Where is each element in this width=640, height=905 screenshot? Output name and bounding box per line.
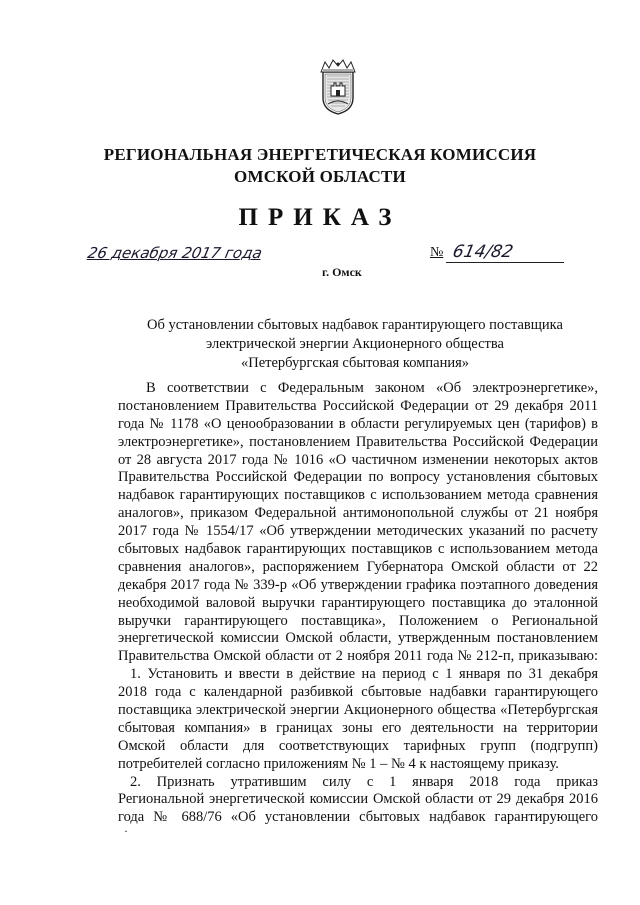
subject-line: электрической энергии Акционерного общества — [206, 336, 504, 352]
body-line: Омской области для соответствующих тарифных групп (подгрупп) — [118, 737, 598, 754]
body-line: необходимой валовой выручки гарантирующего поставщика до эталонной — [118, 594, 598, 611]
body-line: энергетической комиссии Омской области, утвержденным постановлением — [118, 630, 598, 647]
body-line: 2017 года № 1554/17 «Об утверждении методических указаний по расчету — [118, 523, 598, 540]
subject-line: «Петербургская сбытовая компания» — [240, 355, 470, 371]
body-line: декабря 2017 года № 339-р «Об утверждении графика поэтапного доведения — [118, 576, 598, 593]
organization-name-line1: РЕГИОНАЛЬНАЯ ЭНЕРГЕТИЧЕСКАЯ КОМИССИЯ — [103, 145, 537, 164]
body-line: 2. Признать утратившим силу с 1 января 2018 года приказ — [130, 773, 598, 790]
body-line: постановлением Правительства Российской Федерации от 29 декабря 2011 — [118, 397, 598, 414]
omsk-coat-of-arms-icon — [315, 58, 361, 116]
body-line: Правительства Омской области от 2 ноября 2011 года № 212-п, приказываю: — [118, 648, 598, 665]
body-line: 1. Установить и ввести в действие на период с 1 января по 31 декабря — [130, 666, 598, 683]
body-line: года № 688/76 «Об установлении сбытовых надбавок гарантирующего — [118, 809, 598, 826]
document-type-title: ПРИКАЗ — [238, 204, 402, 231]
body-line: года № 1178 «О ценообразовании в области регулируемых цен (тарифов) в — [118, 415, 598, 432]
body-line: Правительства Российской Федерации по вопросу установления сбытовых — [118, 469, 598, 486]
number-label: № — [430, 245, 444, 260]
body-line: электроэнергетике», постановлением Правительства Российской Федерации — [118, 433, 598, 450]
order-subject — [120, 316, 590, 373]
body-line: аналогов», приказом Федеральной антимонопольной службы от 21 ноября — [118, 505, 598, 522]
organization-name-line2: ОМСКОЙ ОБЛАСТИ — [234, 167, 406, 186]
body-line: выручки гарантирующего поставщика», Положением о Региональной — [118, 612, 598, 629]
subject-line: Об установлении сбытовых надбавок гарантирующего поставщика — [147, 317, 563, 333]
body-line: сравнения аналогов», распоряжением Губернатора Омской области от 22 — [118, 558, 598, 575]
page-mark: · — [124, 824, 128, 838]
body-line: от 28 августа 2017 года № 1016 «О частичном изменении некоторых актов — [118, 451, 598, 468]
city-label: г. Омск — [322, 265, 362, 279]
number-underline — [446, 262, 564, 263]
body-line: сбытовых надбавок гарантирующих поставщиков с использованием метода — [118, 541, 598, 558]
body-line: В соответствии с Федеральным законом «Об электроэнергетике», — [146, 380, 598, 396]
body-line: потребителей согласно приложениям № 1 – № 4 к настоящему приказу. — [118, 755, 559, 772]
handwritten-order-number: 614/82 — [450, 242, 515, 262]
body-line: сбытовая компания» в границах зоны его деятельности на территории — [118, 719, 598, 736]
order-body — [118, 380, 598, 827]
body-line: Региональной энергетической комиссии Омской области от 29 декабря 2016 — [118, 791, 598, 808]
body-line: поставщика электрической энергии Акционерного общества «Петербургская — [118, 702, 598, 719]
body-line: надбавок гарантирующих поставщиков с использованием метода сравнения — [118, 487, 598, 504]
body-line: 2018 года с календарной разбивкой сбытовые надбавки гарантирующего — [118, 684, 598, 701]
handwritten-date: 26 декабря 2017 года — [86, 244, 264, 262]
